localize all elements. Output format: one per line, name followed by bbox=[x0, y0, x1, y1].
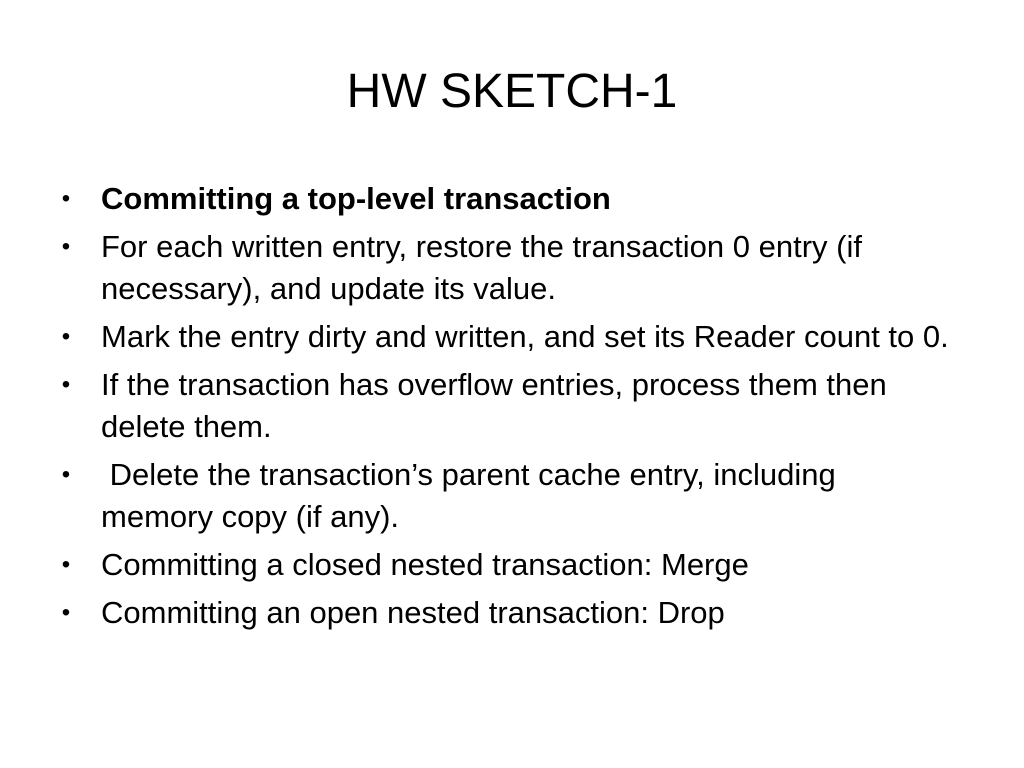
bullet-icon: • bbox=[61, 371, 71, 398]
bullet-text: Committing a closed nested transaction: Merge bbox=[101, 547, 749, 582]
bullet-icon: • bbox=[61, 323, 71, 350]
bullet-text: Committing a top-level transaction bbox=[101, 181, 611, 216]
bullet-icon: • bbox=[61, 599, 71, 626]
bullet-text: Delete the transaction’s parent cache entry, including memory copy (if any). bbox=[101, 457, 845, 534]
bullet-item bbox=[56, 364, 956, 448]
bullet-text: If the transaction has overflow entries, process them then delete them. bbox=[101, 367, 896, 444]
bullet-icon: • bbox=[61, 185, 71, 212]
bullet-item bbox=[56, 592, 956, 634]
bullet-list bbox=[56, 178, 956, 640]
bullet-item bbox=[56, 316, 956, 358]
bullet-item bbox=[56, 454, 956, 538]
bullet-text: Committing an open nested transaction: Drop bbox=[101, 595, 725, 630]
bullet-text: Mark the entry dirty and written, and set its Reader count to 0. bbox=[101, 319, 949, 354]
bullet-item-heading bbox=[56, 178, 956, 220]
slide-title: HW SKETCH-1 bbox=[346, 65, 678, 118]
bullet-item bbox=[56, 226, 956, 310]
bullet-icon: • bbox=[61, 551, 71, 578]
bullet-icon: • bbox=[61, 233, 71, 260]
bullet-item bbox=[56, 544, 956, 586]
bullet-text: For each written entry, restore the transaction 0 entry (if necessary), and update its value. bbox=[101, 229, 871, 306]
bullet-icon: • bbox=[61, 461, 71, 488]
